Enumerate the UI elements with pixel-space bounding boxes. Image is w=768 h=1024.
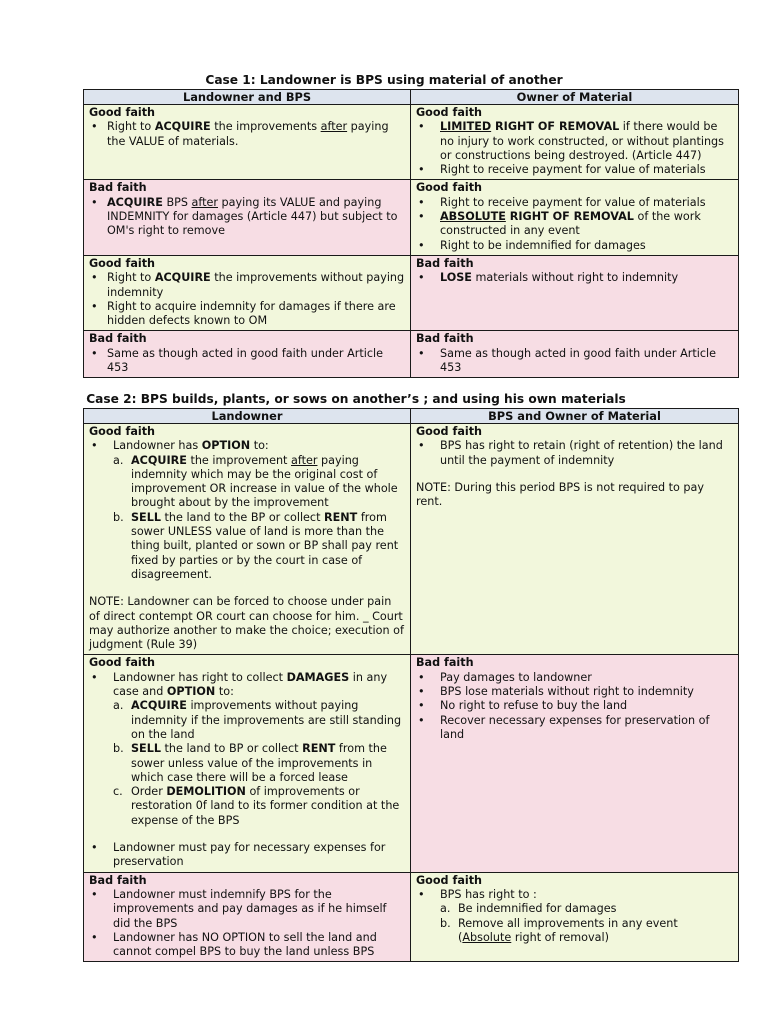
faith-label: Good faith <box>416 106 483 119</box>
case2-table <box>83 408 739 962</box>
list-item: • No right to refuse to buy the land <box>416 699 733 713</box>
list-item: • ACQUIRE BPS after paying its VALUE and paying INDEMNITY for damages (Article 447) but subject to OM's right to remove <box>89 196 405 239</box>
faith-label: Good faith <box>416 425 483 438</box>
list-item: • Pay damages to landowner <box>416 671 733 685</box>
case1-r1-left <box>84 105 411 180</box>
case1-col-landowner-bps: Landowner and BPS <box>84 90 411 105</box>
faith-label: Bad faith <box>89 181 147 195</box>
case2-r3-right <box>411 872 739 962</box>
case2-col-landowner: Landowner <box>84 409 411 424</box>
faith-label: Bad faith <box>416 256 474 270</box>
list-item: a. ACQUIRE improvements without paying indemnity if the improvements are still standing on the land <box>113 699 402 741</box>
faith-label: Good faith <box>89 656 156 670</box>
faith-label: Bad faith <box>89 873 147 887</box>
list-item: • Same as though acted in good faith under Article 453 <box>416 347 733 376</box>
case2-r3-left <box>84 872 411 962</box>
case1-r2-right <box>411 180 739 255</box>
note-text: NOTE: During this period BPS is not required to pay rent. <box>416 480 704 509</box>
faith-label: Bad faith <box>89 332 147 346</box>
faith-label: Bad faith <box>416 332 474 346</box>
list-item: • Landowner must pay for necessary expenses for preservation <box>89 841 405 870</box>
case1-r4-right <box>411 331 739 378</box>
case1-title: Case 1: Landowner is BPS using material of another <box>205 73 563 87</box>
list-item: • Right to receive payment for value of materials <box>416 163 733 177</box>
list-item: • Recover necessary expenses for preservation of land <box>416 714 733 743</box>
list-item: • Right to acquire indemnity for damages if there are hidden defects known to OM <box>89 300 405 329</box>
case1-r3-left <box>84 255 411 330</box>
case1-r4-left <box>84 331 411 378</box>
faith-label: Good faith <box>89 106 156 119</box>
faith-label: Good faith <box>416 181 483 195</box>
list-item: • Landowner must indemnify BPS for the improvements and pay damages as if he himself did the BPS <box>89 888 405 931</box>
list-item: • BPS has right to retain (right of retention) the land until the payment of indemnity <box>416 439 733 468</box>
list-item: • Landowner has NO OPTION to sell the land and cannot compel BPS to buy the land unless BPS <box>89 931 405 960</box>
case1-table <box>83 89 739 378</box>
case2-col-bps-owner-material: BPS and Owner of Material <box>411 409 739 424</box>
list-item: • LOSE materials without right to indemnity <box>416 271 733 285</box>
list-item: a. Be indemnified for damages <box>440 902 617 916</box>
list-item: • Right to be indemnified for damages <box>416 239 733 253</box>
case2-title: Case 2: BPS builds, plants, or sows on another’s ; and using his own materials <box>86 392 626 406</box>
list-item: • Right to ACQUIRE the improvements after paying the VALUE of materials. <box>89 120 405 149</box>
case1-r3-right <box>411 255 739 330</box>
case2-r1-right <box>411 424 739 655</box>
case2-r2-right <box>411 655 739 872</box>
list-item: b. Remove all improvements in any event (Absolute right of removal) <box>440 916 678 944</box>
case2-r1-left <box>84 424 411 655</box>
list-item: • BPS has right to : <box>416 888 733 902</box>
list-item: • LIMITED RIGHT OF REMOVAL if there would be no injury to work constructed, or without plantings or constructions being destroyed. (Article 447) <box>416 120 733 163</box>
faith-label: Good faith <box>416 873 483 887</box>
list-item: • ABSOLUTE RIGHT OF REMOVAL of the work constructed in any event <box>416 210 733 239</box>
list-item: • Right to receive payment for value of materials <box>416 196 733 210</box>
case1-col-owner-material: Owner of Material <box>411 90 739 105</box>
list-item: • Landowner has OPTION to: <box>89 439 405 453</box>
case1-r2-left <box>84 180 411 255</box>
list-item: b. SELL the land to the BP or collect RENT from sower UNLESS value of land is more than the thing built, planted or sown or BP shall pay rent fixed by parties or by the court in case of disagreement. <box>113 510 399 581</box>
note-text: NOTE: Landowner can be forced to choose under pain of direct contempt OR court can choose for him. _ Court may authorize another to make the choice; execution of judgment (Rule 39) <box>89 595 404 652</box>
list-item: b. SELL the land to BP or collect RENT from the sower unless value of the improvements in which case there will be a forced lease <box>113 742 387 784</box>
list-item: c. Order DEMOLITION of improvements or restoration 0f land to its former condition at the expense of the BPS <box>113 785 400 827</box>
faith-label: Bad faith <box>416 656 474 670</box>
list-item: a. ACQUIRE the improvement after paying indemnity which may be the original cost of improvement OR increase in value of the whole brought about by the improvement <box>113 453 398 510</box>
case1-r1-right <box>411 105 739 180</box>
list-item: • Landowner has right to collect DAMAGES in any case and OPTION to: <box>89 671 405 700</box>
list-item: • Same as though acted in good faith under Article 453 <box>89 347 405 376</box>
list-item: • BPS lose materials without right to indemnity <box>416 685 733 699</box>
list-item: • Right to ACQUIRE the improvements without paying indemnity <box>89 271 405 300</box>
faith-label: Good faith <box>89 425 156 438</box>
faith-label: Good faith <box>89 256 156 270</box>
case2-r2-left <box>84 655 411 872</box>
